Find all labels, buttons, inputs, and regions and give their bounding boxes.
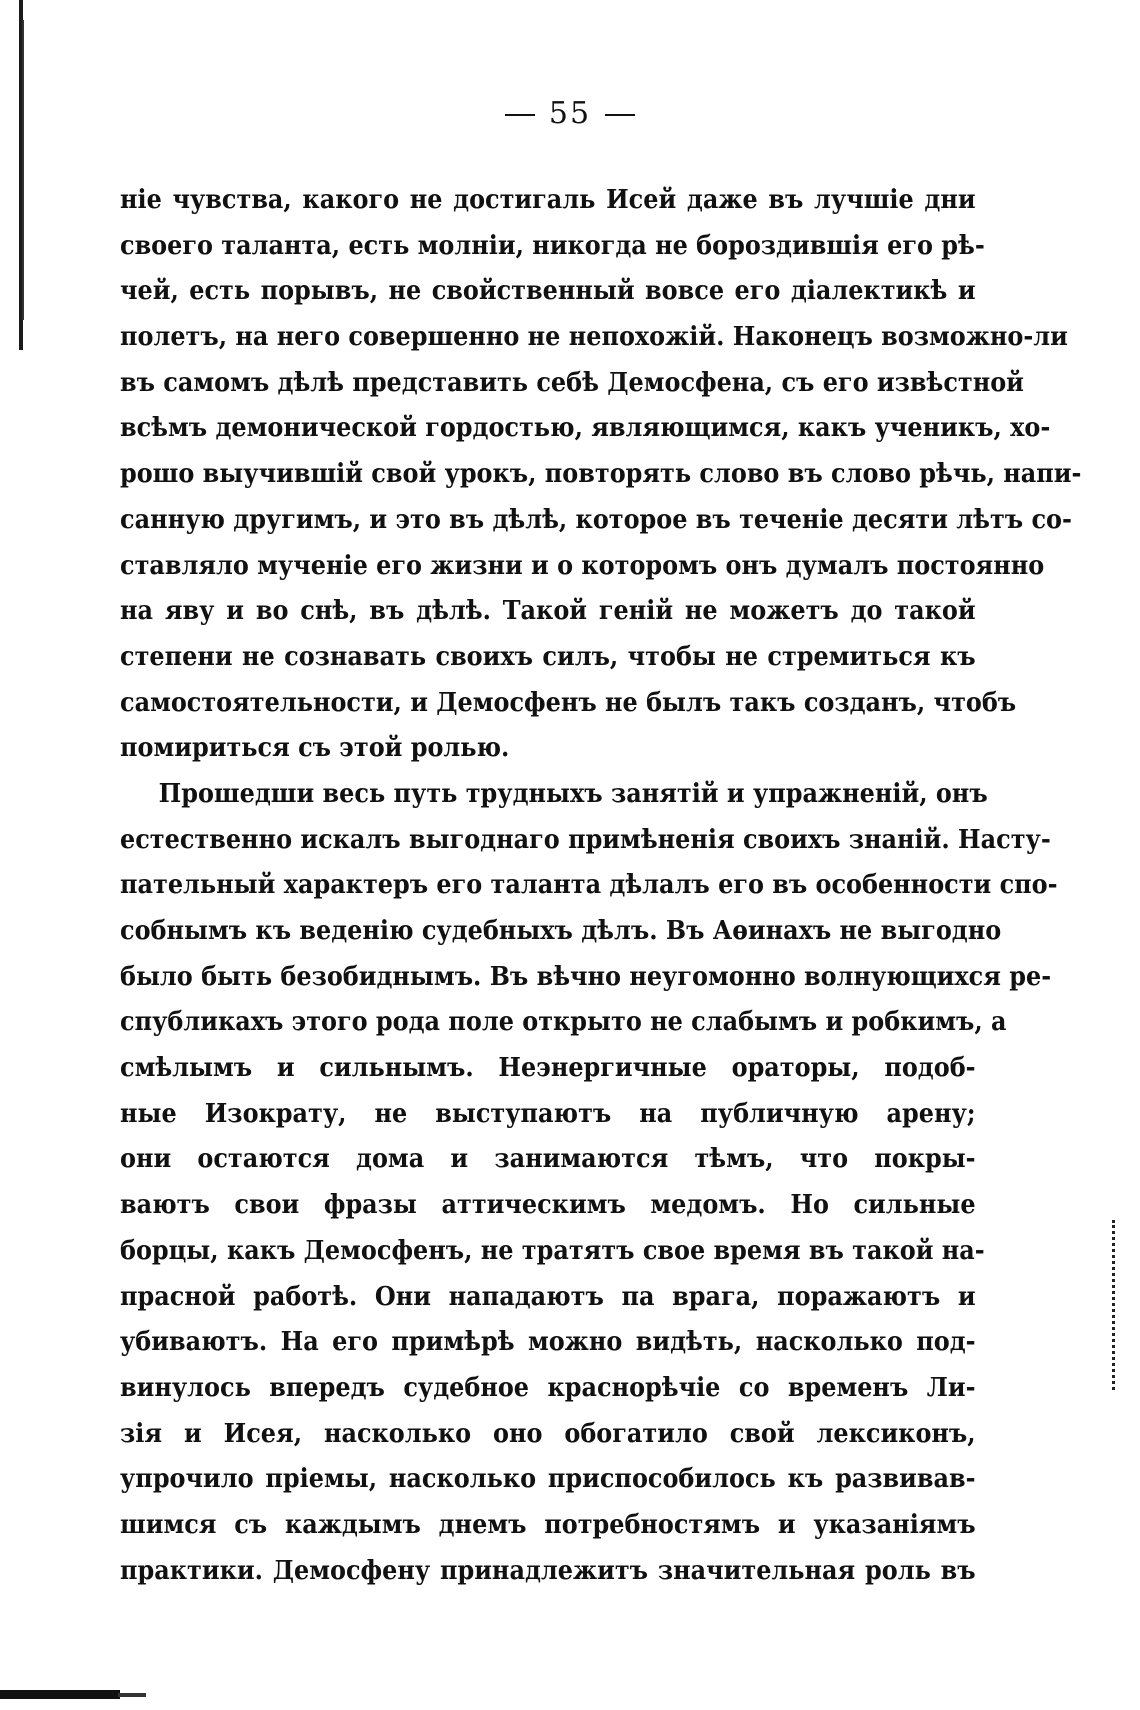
text-line: помириться съ этой ролью. [120,733,510,764]
text-line: ваютъ свои фразы аттическимъ медомъ. Но сильные [120,1190,976,1221]
scan-bottom-mark [0,1690,120,1699]
text-line: всѣмъ демонической гордостью, являющимся, какъ ученикъ, хо- [120,413,1051,444]
page-number-dash-left [505,114,535,116]
text-line: Прошедши весь путь трудныхъ занятій и упражненій, онъ [158,778,988,809]
text-line: шимся съ каждымъ днемъ потребностямъ и указаніямъ [120,1509,976,1540]
text-line: борцы, какъ Демосфенъ, не тратятъ свое время въ такой на- [120,1235,985,1266]
text-line: рошо выучившій свой урокъ, повторять слово въ слово рѣчь, напи- [120,459,1082,490]
text-line: чей, есть порывъ, не свойственный вовсе его діалектикѣ и [120,276,976,307]
scan-bottom-mark-tail [118,1693,146,1697]
text-line: упрочило пріемы, насколько приспособилось къ развивав- [120,1464,976,1495]
text-line: на яву и во снѣ, въ дѣлѣ. Такой геній не можетъ до такой [120,596,976,627]
text-line: естественно искалъ выгоднаго примѣненія своихъ знаній. Насту- [120,824,1051,855]
page-edge-rule-inner [22,20,24,320]
text-line: они остаются дома и занимаются тѣмъ, что покры- [120,1144,976,1175]
text-line: практики. Демосфену принадлежитъ значительная роль въ [120,1555,976,1586]
text-line: было быть безобиднымъ. Въ вѣчно неугомонно волнующихся ре- [120,961,1052,992]
text-line: ные Изократу, не выступаютъ на публичную арену; [120,1098,976,1129]
text-line: ніе чувства, какого не достигаль Исей даже въ лучшіе дни [120,185,976,215]
text-line: собнымъ къ веденію судебныхъ дѣлъ. Въ Аѳинахъ не выгодно [120,916,1002,946]
text-line: ставляло мученіе его жизни и о которомъ онъ думалъ постоянно [120,550,1045,581]
text-line: смѣлымъ и сильнымъ. Неэнергичные ораторы, подоб- [120,1053,976,1084]
text-line: санную другимъ, и это въ дѣлѣ, которое въ теченіе десяти лѣтъ со- [120,504,1072,535]
page-number-dash-right [605,114,635,116]
scan-margin-dots [1112,1220,1118,1390]
text-line: пательный характеръ его таланта дѣлалъ его въ особенности спо- [120,870,1058,901]
body-text [120,178,1082,1594]
text-line: въ самомъ дѣлѣ представить себѣ Демосфена, съ его извѣстной [120,367,1024,398]
text-line: полетъ, на него совершенно не непохожій. Наконецъ возможно-ли [120,322,1068,353]
page-number-value: 55 [548,96,592,131]
text-line: своего таланта, есть молніи, никогда не бороздившія его рѣ- [120,230,985,261]
text-line: зія и Исея, насколько оно обогатило свой лексиконъ, [120,1418,976,1449]
text-line: убиваютъ. На его примѣрѣ можно видѣть, насколько под- [120,1327,976,1358]
page-number [0,96,1140,131]
text-line: винулось впередъ судебное краснорѣчіе со временъ Ли- [120,1372,976,1403]
text-line: степени не сознавать своихъ силъ, чтобы не стремиться къ [120,641,976,672]
text-line: самостоятельности, и Демосфенъ не былъ такъ созданъ, чтобъ [120,687,1017,718]
text-line: спубликахъ этого рода поле открыто не слабымъ и робкимъ, а [120,1007,1007,1038]
text-line: прасной работѣ. Они нападаютъ па врага, поражаютъ и [120,1281,976,1312]
